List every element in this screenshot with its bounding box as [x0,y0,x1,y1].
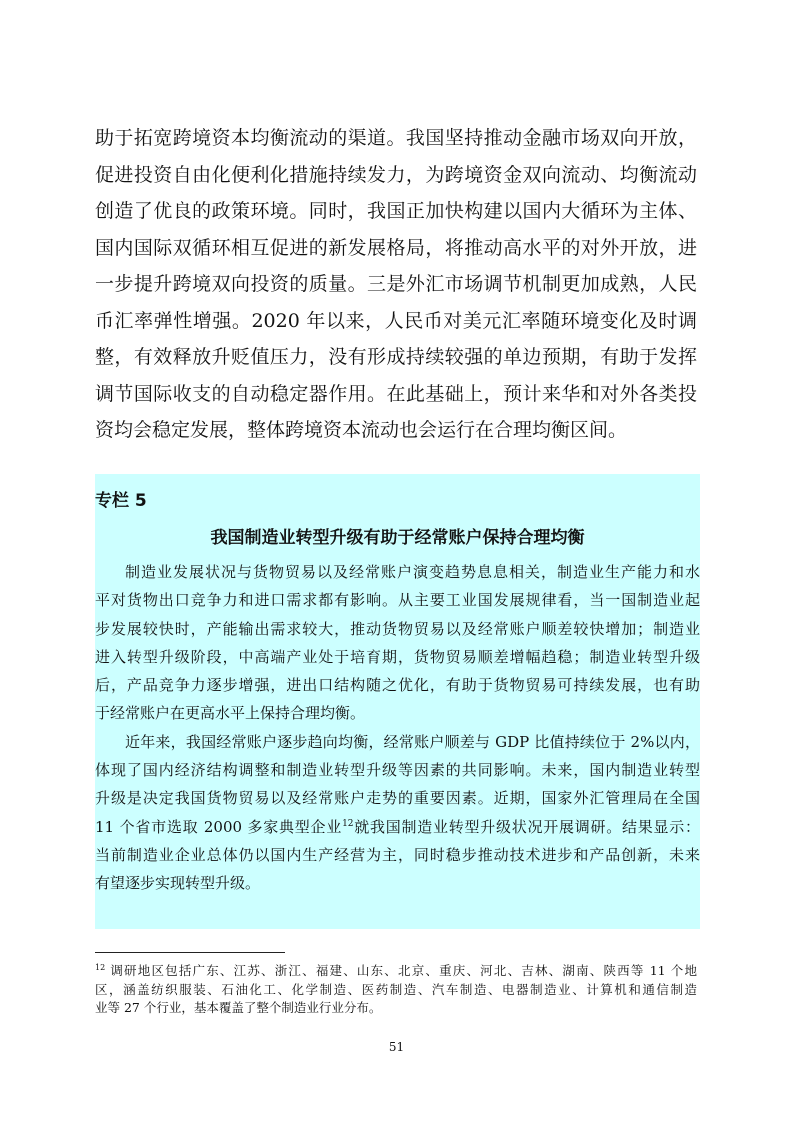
box-title: 我国制造业转型升级有助于经常账户保持合理均衡 [210,528,585,548]
main-line: 调节国际收支的自动稳定器作用。在此基础上，预计来华和对外各类投 [95,382,697,405]
footnote-line: 业等 27 个行业，基本覆盖了整个制造业行业分布。 [95,1000,382,1015]
footnote-ref[interactable]: 12 [342,818,354,829]
box-line: 当前制造业企业总体仍以国内生产经营为主，同时稳步推动技术进步和产品创新，未来 [95,845,700,864]
main-line: 创造了优良的政策环境。同时，我国正加快构建以国内大循环为主体、 [95,200,697,222]
page-number: 51 [388,1040,405,1054]
column-box [95,474,700,929]
box-line-with-footnote [95,813,700,841]
footnote [95,962,697,1018]
main-line: 助于拓宽跨境资本均衡流动的渠道。我国坚持推动金融市场双向开放， [95,127,697,149]
box-label: 专栏 5 [95,491,147,511]
box-line: 制造业发展状况与货物贸易以及经常账户演变趋势息息相关，制造业生产能力和水 [125,563,700,581]
box-line: 有望逐步实现转型升级。 [95,874,261,893]
box-line: 体现了国内经济结构调整和制造业转型升级等因素的共同影响。未来，国内制造业转型 [95,761,700,780]
footnote-line: 区，涵盖纺织服装、石油化工、化学制造、医药制造、汽车制造、电器制造业、计算机和通信制造 [95,981,697,997]
box-line: 步发展较快时，产能输出需求较大，推动货物贸易以及经常账户顺差较快增加；制造业 [95,619,700,638]
box-line-part: 就我国制造业转型升级状况开展调研。结果显示： [353,817,700,836]
box-line: 于经常账户在更高水平上保持合理均衡。 [95,704,366,723]
main-line: 一步提升跨境双向投资的质量。三是外汇市场调节机制更加成熟，人民 [95,273,697,295]
main-line: 国内国际双循环相互促进的新发展格局，将推动高水平的对外开放，进 [95,236,697,259]
footnote-divider [95,952,285,953]
main-paragraph [95,120,697,449]
footnote-line [95,962,697,981]
box-line: 平对货物出口竞争力和进口需求都有影响。从主要工业国发展规律看，当一国制造业起 [95,591,700,610]
box-body [95,558,700,898]
main-line: 整，有效释放升贬值压力，没有形成持续较强的单边预期，有助于发挥 [95,346,697,368]
main-line: 币汇率弹性增强。2020 年以来，人民币对美元汇率随环境变化及时调 [95,309,697,332]
main-line: 促进投资自由化便利化措施持续发力，为跨境资金双向流动、均衡流动 [95,163,697,186]
box-line: 升级是决定我国货物贸易以及经常账户走势的重要因素。近期，国家外汇管理局在全国 [95,789,700,808]
box-line: 进入转型升级阶段，中高端产业处于培育期，货物贸易顺差增幅趋稳；制造业转型升级 [95,647,700,666]
footnote-number: 12 [95,962,106,972]
box-line-part: 11 个省市选取 2000 多家典型企业 [95,817,343,836]
box-line: 近年来，我国经常账户逐步趋向均衡，经常账户顺差与 GDP 比值持续位于 2%以内， [125,732,700,751]
box-line: 后，产品竞争力逐步增强，进出口结构随之优化，有助于货物贸易可持续发展，也有助 [95,676,700,695]
main-line: 资均会稳定发展，整体跨境资本流动也会运行在合理均衡区间。 [95,419,628,441]
footnote-text: 调研地区包括广东、江苏、浙江、福建、山东、北京、重庆、河北、吉林、湖南、陕西等 11 个地 [105,963,697,978]
